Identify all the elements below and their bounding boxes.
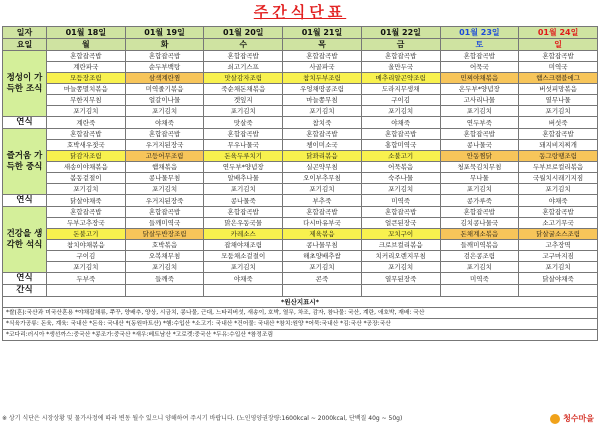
breakfast-dish: 포기김치 bbox=[283, 106, 362, 117]
breakfast-dish: 쇠고기스프 bbox=[204, 62, 283, 73]
lunch-dish: 닭꽈리볶음 bbox=[283, 151, 362, 162]
breakfast-dish: 온두부*양념장 bbox=[440, 84, 519, 95]
snack4-item bbox=[125, 285, 204, 297]
snack2-item: 우거지된장죽 bbox=[125, 195, 204, 207]
lunch-dish: 우거지된장국 bbox=[125, 140, 204, 151]
breakfast-dish: 민찌야채볶음 bbox=[440, 73, 519, 84]
snack3-item: 콘죽 bbox=[283, 273, 362, 285]
breakfast-dish: 포기김치 bbox=[440, 106, 519, 117]
breakfast-dish: 구이김 bbox=[361, 95, 440, 106]
lunch-dish: 콩나물국 bbox=[440, 140, 519, 151]
breakfast-dish: 혼합잡곡밥 bbox=[125, 51, 204, 62]
lunch-row bbox=[3, 151, 598, 162]
breakfast-dish: 우엉채땅콩조림 bbox=[283, 84, 362, 95]
snack4-item bbox=[361, 285, 440, 297]
dinner-dish: 치커리오렌지무침 bbox=[361, 251, 440, 262]
header-weekday: 월 bbox=[47, 39, 126, 51]
lunch-dish: 무나물 bbox=[440, 173, 519, 184]
dinner-dish: 돈채계소볶음 bbox=[440, 229, 519, 240]
dinner-dish: 모둠채소겉절이 bbox=[204, 251, 283, 262]
header-date: 01월 21일 bbox=[283, 27, 362, 39]
footer-note: ※ 상기 식단은 시장상황 및 물가사정에 따라 변동 될수 있으니 양해하여 주시기 바랍니다. (노인영양권장량:1600kcal ~ 2000kcal, 단백질 40g ~ 50g) bbox=[2, 415, 403, 422]
dinner-dish: 포기김치 bbox=[125, 262, 204, 273]
snack2-item: 미역죽 bbox=[361, 195, 440, 207]
breakfast-dish: 포기김치 bbox=[125, 106, 204, 117]
header-date: 01월 19일 bbox=[125, 27, 204, 39]
dinner-dish: 닭살두반장조림 bbox=[125, 229, 204, 240]
lunch-row bbox=[3, 184, 598, 195]
breakfast-dish: 죽순채돈채볶음 bbox=[204, 84, 283, 95]
breakfast-dish: 햄스크램블에그 bbox=[519, 73, 598, 84]
dinner-dish: 참치야채볶음 bbox=[47, 240, 126, 251]
dinner-dish: 구이김 bbox=[47, 251, 126, 262]
snack3-item: 두부죽 bbox=[47, 273, 126, 285]
lunch-dish: 혼합잡곡밥 bbox=[519, 129, 598, 140]
breakfast-dish: 맛살감자조림 bbox=[204, 73, 283, 84]
breakfast-dish: 열무나물 bbox=[519, 95, 598, 106]
dinner-dish: 혼합잡곡밥 bbox=[47, 207, 126, 218]
notes-row bbox=[3, 308, 598, 319]
breakfast-row bbox=[3, 62, 598, 73]
dinner-dish: 고구마지짐 bbox=[519, 251, 598, 262]
dinner-dish: 혼합잡곡밥 bbox=[125, 207, 204, 218]
logo-text: 청수마을 bbox=[563, 414, 594, 423]
breakfast-dish: 혼합잡곡밥 bbox=[283, 51, 362, 62]
lunch-dish: 콩나물무침 bbox=[125, 173, 204, 184]
breakfast-dish: 모듬장조림 bbox=[47, 73, 126, 84]
snack4-item bbox=[283, 285, 362, 297]
lunch-dish: 고등어무조림 bbox=[125, 151, 204, 162]
lunch-dish: 홍합미역국 bbox=[361, 140, 440, 151]
snack1-item: 야채죽 bbox=[361, 117, 440, 129]
breakfast-dish: 무한지무침 bbox=[47, 95, 126, 106]
breakfast-dish: 도라지무생채 bbox=[361, 84, 440, 95]
snack2-label: 연식 bbox=[3, 195, 47, 207]
dinner-dish: 포기김치 bbox=[519, 262, 598, 273]
snack1-item: 맛살죽 bbox=[204, 117, 283, 129]
breakfast-row bbox=[3, 73, 598, 84]
snack2-item: 콩가루죽 bbox=[440, 195, 519, 207]
dinner-dish: 해초양배추쌈 bbox=[283, 251, 362, 262]
breakfast-dish: 포기김치 bbox=[204, 106, 283, 117]
dinner-dish: 포기김치 bbox=[47, 262, 126, 273]
breakfast-dish: 순두부백탕 bbox=[125, 62, 204, 73]
dinner-dish: 김치콩나물국 bbox=[440, 218, 519, 229]
header-date: 01월 24일 bbox=[519, 27, 598, 39]
dinner-dish: 얼큰된장국 bbox=[361, 218, 440, 229]
snack1-row bbox=[3, 117, 598, 129]
lunch-dish: 알배추나물 bbox=[204, 173, 283, 184]
breakfast-dish: 사골파국 bbox=[283, 62, 362, 73]
dinner-dish: 제육볶음 bbox=[283, 229, 362, 240]
dinner-dish: 혼합잡곡밥 bbox=[519, 207, 598, 218]
header-weekday: 목 bbox=[283, 39, 362, 51]
lunch-dish: 혼합잡곡밥 bbox=[204, 129, 283, 140]
lunch-dish: 포기김치 bbox=[519, 184, 598, 195]
lunch-dish: 포기김치 bbox=[47, 184, 126, 195]
breakfast-dish: 어묵국 bbox=[440, 62, 519, 73]
dinner-dish: 호박볶음 bbox=[125, 240, 204, 251]
weekly-menu-table bbox=[2, 26, 598, 341]
header-date-row bbox=[3, 27, 598, 39]
dinner-dish: 닭살굴소스조림 bbox=[519, 229, 598, 240]
dinner-dish: 다시마유부국 bbox=[283, 218, 362, 229]
breakfast-dish: 포기김치 bbox=[519, 106, 598, 117]
snack3-row bbox=[3, 273, 598, 285]
breakfast-dish: 혼합잡곡밥 bbox=[204, 51, 283, 62]
logo bbox=[550, 411, 594, 427]
lunch-dish: 혼합잡곡밥 bbox=[361, 129, 440, 140]
lunch-dish: 포기김치 bbox=[204, 184, 283, 195]
header-weekday: 금 bbox=[361, 39, 440, 51]
dinner-dish: 혼합잡곡밥 bbox=[440, 207, 519, 218]
dinner-dish: 잡채야채조림 bbox=[204, 240, 283, 251]
breakfast-dish: 혼합잡곡밥 bbox=[519, 51, 598, 62]
dinner-dish: 들깨미역국 bbox=[125, 218, 204, 229]
lunch-dish: 혼합잡곡밥 bbox=[440, 129, 519, 140]
dinner-row bbox=[3, 251, 598, 262]
dinner-dish: 콩나물무침 bbox=[283, 240, 362, 251]
dinner-row bbox=[3, 262, 598, 273]
lunch-dish: 새송이야채볶음 bbox=[47, 162, 126, 173]
breakfast-row bbox=[3, 95, 598, 106]
dinner-dish: 두부고추장국 bbox=[47, 218, 126, 229]
lunch-dish: 쳉이미소국 bbox=[283, 140, 362, 151]
breakfast-dish: 삼색계란찜 bbox=[125, 73, 204, 84]
lunch-dish: 봄동겉절이 bbox=[47, 173, 126, 184]
lunch-label: 즐거움 가득한 중식 bbox=[3, 129, 47, 195]
snack3-item: 닭살야채죽 bbox=[519, 273, 598, 285]
breakfast-dish: 계란파국 bbox=[47, 62, 126, 73]
dinner-dish: 돈불고기 bbox=[47, 229, 126, 240]
snack3-item: 미역죽 bbox=[440, 273, 519, 285]
header-date: 01월 18일 bbox=[47, 27, 126, 39]
breakfast-dish: 혼합잡곡밥 bbox=[361, 51, 440, 62]
lunch-dish: 실곤약무침 bbox=[283, 162, 362, 173]
snack3-label: 연식 bbox=[3, 273, 47, 285]
snack3-item: 들깨죽 bbox=[125, 273, 204, 285]
header-weekday: 토 bbox=[440, 39, 519, 51]
notes-line: *코다리:러시아 *생선까스:중국산 *콩조가:중국산 *새우:베트남산 *고로켓:중국산 *두유:수입산 *참정조림 bbox=[3, 330, 598, 341]
lunch-dish: 안동찜닭 bbox=[440, 151, 519, 162]
dinner-dish: 혼합잡곡밥 bbox=[283, 207, 362, 218]
snack4-row bbox=[3, 285, 598, 297]
header-date: 01월 20일 bbox=[204, 27, 283, 39]
dinner-row bbox=[3, 207, 598, 218]
snack4-item bbox=[440, 285, 519, 297]
dinner-dish: 고추장멱 bbox=[519, 240, 598, 251]
snack1-label: 연식 bbox=[3, 117, 47, 129]
lunch-dish: 포기김치 bbox=[440, 184, 519, 195]
dinner-row bbox=[3, 218, 598, 229]
logo-icon bbox=[550, 414, 560, 424]
breakfast-dish: 메추리알곤약조림 bbox=[361, 73, 440, 84]
lunch-row bbox=[3, 162, 598, 173]
dinner-dish: 혼합잡곡밥 bbox=[204, 207, 283, 218]
breakfast-dish: 포기김치 bbox=[47, 106, 126, 117]
breakfast-row bbox=[3, 51, 598, 62]
breakfast-dish: 혼합잡곡밥 bbox=[47, 51, 126, 62]
notes-title-row bbox=[3, 297, 598, 308]
lunch-dish: 햄채볶음 bbox=[125, 162, 204, 173]
breakfast-dish: 마늘쫑무침 bbox=[283, 95, 362, 106]
dinner-dish: 소고기무국 bbox=[519, 218, 598, 229]
lunch-dish: 포기김치 bbox=[361, 184, 440, 195]
header-date: 01월 23일 bbox=[440, 27, 519, 39]
lunch-dish: 오이부추무침 bbox=[283, 173, 362, 184]
lunch-dish: 국월치시래기지짐 bbox=[519, 173, 598, 184]
lunch-dish: 돈육두루치기 bbox=[204, 151, 283, 162]
dinner-dish: 포기김치 bbox=[440, 262, 519, 273]
dinner-dish: 포기김치 bbox=[361, 262, 440, 273]
breakfast-dish: 포기김치 bbox=[361, 106, 440, 117]
lunch-row bbox=[3, 129, 598, 140]
lunch-dish: 청포묵김치무침 bbox=[440, 162, 519, 173]
lunch-dish: 닭감자조림 bbox=[47, 151, 126, 162]
lunch-dish: 숙주나물 bbox=[361, 173, 440, 184]
lunch-row bbox=[3, 173, 598, 184]
dinner-dish: 들깨미역볶음 bbox=[440, 240, 519, 251]
dinner-dish: 혼합잡곡밥 bbox=[361, 207, 440, 218]
snack3-item: 야채죽 bbox=[204, 273, 283, 285]
snack1-item: 연두부죽 bbox=[440, 117, 519, 129]
lunch-dish: 두부브로컬리볶음 bbox=[519, 162, 598, 173]
snack2-item: 야채죽 bbox=[519, 195, 598, 207]
snack4-item bbox=[519, 285, 598, 297]
dinner-label: 건강을 생각한 석식 bbox=[3, 207, 47, 273]
dinner-dish: 포기김치 bbox=[283, 262, 362, 273]
lunch-dish: 동그랑땡조림 bbox=[519, 151, 598, 162]
breakfast-label: 정성이 가득한 조식 bbox=[3, 51, 47, 117]
snack2-item: 부추죽 bbox=[283, 195, 362, 207]
notes-title: *원산지표시* bbox=[3, 297, 598, 308]
lunch-dish: 혼합잡곡밥 bbox=[283, 129, 362, 140]
notes-line: *쌀(혼):국산과 미국산혼용 *야채잡채류, 쭈꾸, 양배추, 양상, 시금치, 콩나물, 근대, 느타리버섯, 새송이, 호박, 열무, 차조, 감자, 참나물: 국산, 계란, 애호박, 재배: 국산 bbox=[3, 308, 598, 319]
breakfast-dish: 올만두국 bbox=[361, 62, 440, 73]
breakfast-row bbox=[3, 84, 598, 95]
lunch-dish: 호박새우젓국 bbox=[47, 140, 126, 151]
breakfast-dish: 미역줄기볶음 bbox=[125, 84, 204, 95]
header-sublabel: 요일 bbox=[3, 39, 47, 51]
snack3-item: 열무된장죽 bbox=[361, 273, 440, 285]
notes-row bbox=[3, 330, 598, 341]
breakfast-dish: 마늘쫑멸치볶음 bbox=[47, 84, 126, 95]
header-weekday-row bbox=[3, 39, 598, 51]
lunch-dish: 포기김치 bbox=[283, 184, 362, 195]
header-weekday: 수 bbox=[204, 39, 283, 51]
breakfast-dish: 겟잎지 bbox=[204, 95, 283, 106]
dinner-dish: 포기김치 bbox=[204, 262, 283, 273]
snack2-item: 닭살야채죽 bbox=[47, 195, 126, 207]
snack4-item bbox=[47, 285, 126, 297]
snack1-item: 야채죽 bbox=[125, 117, 204, 129]
header-date: 01월 22일 bbox=[361, 27, 440, 39]
header-weekday: 일 bbox=[519, 39, 598, 51]
lunch-dish: 무우나물국 bbox=[204, 140, 283, 151]
lunch-dish: 어묵볶음 bbox=[361, 162, 440, 173]
page-title: 주간식단표 bbox=[253, 3, 347, 21]
dinner-dish: 크로브컬리볶음 bbox=[361, 240, 440, 251]
snack2-item: 콩나물죽 bbox=[204, 195, 283, 207]
breakfast-row bbox=[3, 106, 598, 117]
header-label: 일자 bbox=[3, 27, 47, 39]
lunch-dish: 포기김치 bbox=[125, 184, 204, 195]
notes-line: *식육가공류: 돈육, 계육: 국내산 *돈육: 국내산 *(동원마트산) *햄:수입산 *소고기: 국내산 *건어물: 국내산 *참치:원양 *어묵:국내산 *김:국산 *공장:국산 bbox=[3, 319, 598, 330]
breakfast-dish: 고사리나물 bbox=[440, 95, 519, 106]
dinner-dish: 카레소스 bbox=[204, 229, 283, 240]
breakfast-dish: 참치두부조림 bbox=[283, 73, 362, 84]
lunch-dish: 소불고기 bbox=[361, 151, 440, 162]
dinner-dish: 꼬치구이 bbox=[361, 229, 440, 240]
dinner-row bbox=[3, 240, 598, 251]
breakfast-dish: 얼갈이나물 bbox=[125, 95, 204, 106]
lunch-dish: 혼합잡곡밥 bbox=[125, 129, 204, 140]
breakfast-dish: 혼합잡곡밥 bbox=[440, 51, 519, 62]
lunch-dish: 연두부*양념장 bbox=[204, 162, 283, 173]
dinner-dish: 맑은우동국물 bbox=[204, 218, 283, 229]
snack1-item: 버섯죽 bbox=[519, 117, 598, 129]
breakfast-dish: 버섯피망볶음 bbox=[519, 84, 598, 95]
lunch-dish: 돼지비지찌개 bbox=[519, 140, 598, 151]
lunch-row bbox=[3, 140, 598, 151]
snack1-item: 참치죽 bbox=[283, 117, 362, 129]
dinner-row bbox=[3, 229, 598, 240]
dinner-dish: 검은콩조림 bbox=[440, 251, 519, 262]
notes-row bbox=[3, 319, 598, 330]
snack2-row bbox=[3, 195, 598, 207]
breakfast-dish: 미역국 bbox=[519, 62, 598, 73]
header-weekday: 화 bbox=[125, 39, 204, 51]
dinner-dish: 오복채무침 bbox=[125, 251, 204, 262]
snack1-item: 계란죽 bbox=[47, 117, 126, 129]
snack4-item bbox=[204, 285, 283, 297]
lunch-dish: 혼합잡곡밥 bbox=[47, 129, 126, 140]
snack4-label: 간식 bbox=[3, 285, 47, 297]
